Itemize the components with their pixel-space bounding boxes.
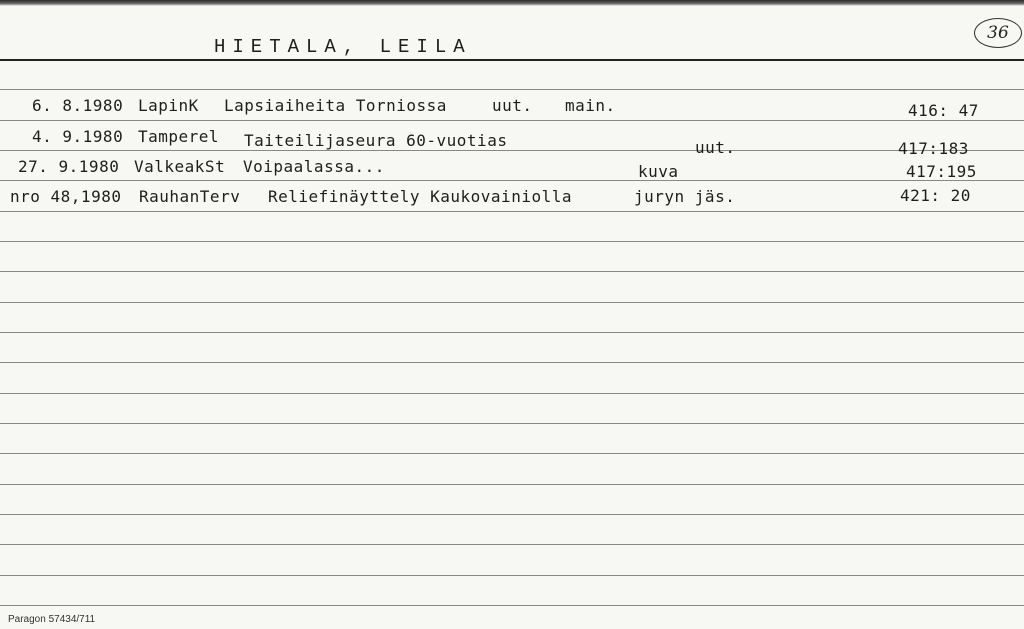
entry-source: LapinK (138, 96, 199, 115)
entry-source: ValkeakSt (134, 157, 226, 176)
rule-line (0, 575, 1024, 576)
rule-line (0, 59, 1024, 61)
entry-date: 4. 9.1980 (32, 127, 124, 146)
rule-line (0, 484, 1024, 485)
card-top-edge (0, 0, 1024, 6)
entry-date: 27. 9.1980 (18, 157, 120, 176)
entry-title: Lapsiaiheita Torniossa (224, 96, 447, 115)
rule-line (0, 453, 1024, 454)
rule-line (0, 544, 1024, 545)
entry-title: Voipaalassa... (243, 157, 385, 176)
rule-line (0, 362, 1024, 363)
entry-note: juryn jäs. (634, 187, 736, 206)
entry-source: RauhanTerv (139, 187, 241, 206)
entry-date: 6. 8.1980 (32, 96, 124, 115)
entry-note: main. (565, 96, 616, 115)
rule-line (0, 271, 1024, 272)
rule-line (0, 393, 1024, 394)
rule-line (0, 120, 1024, 121)
rule-line (0, 514, 1024, 515)
entry-note: uut. (695, 138, 736, 157)
entry-date: nro 48,1980 (10, 187, 122, 206)
entry-ref: 417:195 (906, 162, 977, 181)
entry-ref: 417:183 (898, 139, 969, 158)
entry-note: kuva (638, 162, 679, 181)
rule-line (0, 89, 1024, 90)
entry-title: Taiteilijaseura 60-vuotias (244, 131, 508, 150)
rule-line (0, 332, 1024, 333)
rule-line (0, 605, 1024, 606)
rule-line (0, 241, 1024, 242)
rule-line (0, 302, 1024, 303)
entry-ref: 416: 47 (908, 101, 979, 120)
rule-line (0, 211, 1024, 212)
rule-line (0, 423, 1024, 424)
entry-ref: 421: 20 (900, 186, 971, 205)
rule-line (0, 180, 1024, 181)
entry-title: Reliefinäyttely Kaukovainiolla (268, 187, 572, 206)
card-name-heading: HIETALA, LEILA (214, 36, 472, 58)
card-number-stamp: 36 (974, 18, 1022, 48)
entry-type: uut. (492, 96, 533, 115)
entry-source: Tamperel (138, 127, 220, 146)
printer-mark: Paragon 57434/711 (8, 614, 96, 625)
rule-line (0, 150, 1024, 151)
